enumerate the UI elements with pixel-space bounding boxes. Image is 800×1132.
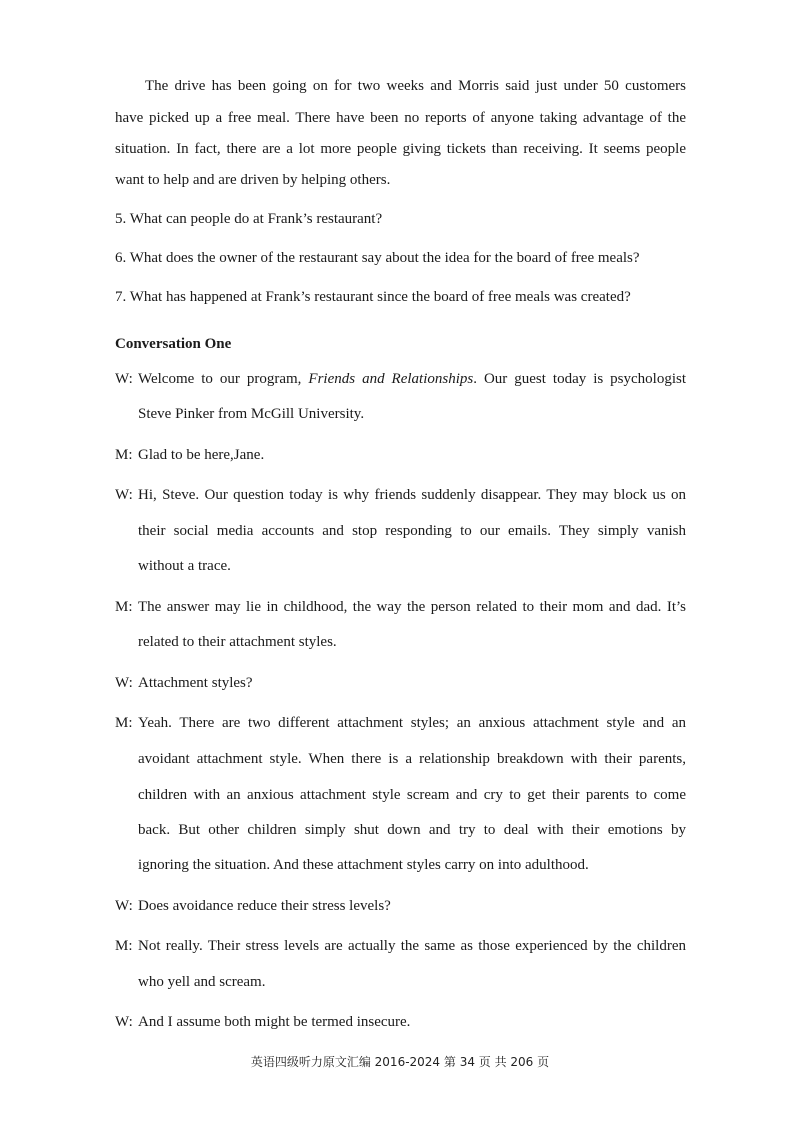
turn-6-line-5: ignoring the situation. And these attachment styles carry on into adulthood. xyxy=(138,857,589,873)
turn-1-line-2: Steve Pinker from McGill University. xyxy=(138,406,365,422)
question-5: 5. What can people do at Frank’s restaurant? xyxy=(115,211,383,227)
speaker-label: W: xyxy=(115,898,133,914)
speaker-label: M: xyxy=(115,447,133,463)
turn-5-line-1: Attachment styles? xyxy=(138,675,253,691)
turn-1-text-b: . Our guest today is psychologist xyxy=(473,371,687,387)
turn-2-line-1: Glad to be here,Jane. xyxy=(138,447,265,463)
speaker-label: W: xyxy=(115,487,133,503)
turn-7-line-1: Does avoidance reduce their stress levels? xyxy=(138,898,391,914)
turn-3-line-1: Hi, Steve. Our question today is why friends suddenly disappear. They may block us on xyxy=(138,487,686,503)
turn-8-line-1: Not really. Their stress levels are actually the same as those experienced by the children xyxy=(138,938,686,954)
speaker-label: W: xyxy=(115,371,133,387)
page-footer: 英语四级听力原文汇编 2016-2024 第 34 页 共 206 页 xyxy=(250,1055,550,1069)
speaker-label: M: xyxy=(115,599,133,615)
turn-4-line-1: The answer may lie in childhood, the way the person related to their mom and dad. It’s xyxy=(138,599,686,615)
turn-8-line-2: who yell and scream. xyxy=(138,974,266,990)
turn-3-line-3: without a trace. xyxy=(138,558,231,574)
speaker-label: W: xyxy=(115,675,133,691)
turn-9-line-1: And I assume both might be termed insecure. xyxy=(138,1014,411,1030)
question-7: 7. What has happened at Frank’s restaurant since the board of free meals was created? xyxy=(115,289,631,305)
intro-line-1: The drive has been going on for two weeks and Morris said just under 50 customers xyxy=(145,78,686,94)
speaker-label: M: xyxy=(115,715,133,731)
turn-1-line-1 xyxy=(138,370,686,388)
turn-3-line-2: their social media accounts and stop responding to our emails. They simply vanish xyxy=(138,523,686,539)
intro-line-4: want to help and are driven by helping others. xyxy=(115,172,391,188)
turn-6-line-1: Yeah. There are two different attachment styles; an anxious attachment style and an xyxy=(138,715,686,731)
program-name: Friends and Relationships xyxy=(308,371,474,387)
turn-4-line-2: related to their attachment styles. xyxy=(138,634,337,650)
speaker-label: W: xyxy=(115,1014,133,1030)
intro-line-2: have picked up a free meal. There have been no reports of anyone taking advantage of the xyxy=(115,110,686,126)
intro-line-3: situation. In fact, there are a lot more people giving tickets than receiving. It seems people xyxy=(115,141,686,157)
turn-6-line-2: avoidant attachment style. When there is a relationship breakdown with their parents, xyxy=(138,751,686,767)
turn-1-text-a: Welcome to our program, xyxy=(138,371,309,387)
speaker-label: M: xyxy=(115,938,133,954)
turn-6-line-3: children with an anxious attachment style scream and cry to get their parents to come xyxy=(138,787,686,803)
turn-6-line-4: back. But other children simply shut down and try to deal with their emotions by xyxy=(138,822,686,838)
question-6: 6. What does the owner of the restaurant say about the idea for the board of free meals? xyxy=(115,250,640,266)
conversation-title: Conversation One xyxy=(115,336,232,352)
